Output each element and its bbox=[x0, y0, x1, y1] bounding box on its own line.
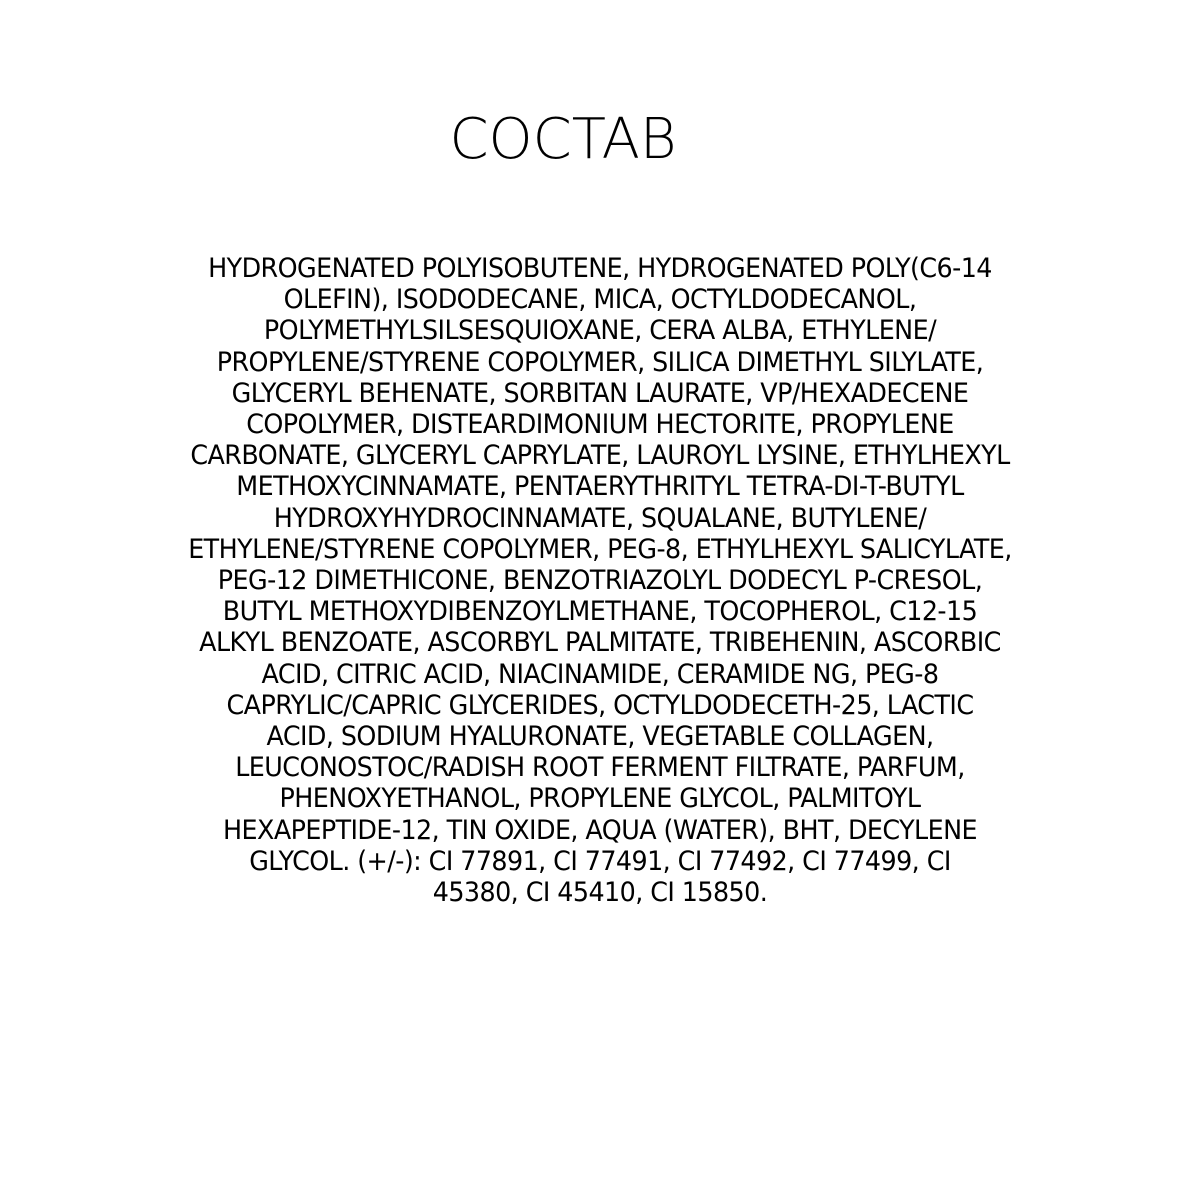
ingredients-line: PHENOXYETHANOL, PROPYLENE GLYCOL, PALMITOYL bbox=[279, 783, 921, 815]
ingredients-line: HEXAPEPTIDE-12, TIN OXIDE, AQUA (WATER), BHT, DECYLENE bbox=[223, 814, 977, 846]
ingredients-line: ALKYL BENZOATE, ASCORBYL PALMITATE, TRIBEHENIN, ASCORBIC bbox=[199, 627, 1001, 659]
ingredients-line: HYDROGENATED POLYISOBUTENE, HYDROGENATED POLY(C6-14 bbox=[208, 253, 992, 284]
ingredients-line: CARBONATE, GLYCERYL CAPRYLATE, LAUROYL LYSINE, ETHYLHEXYL bbox=[190, 440, 1010, 472]
ingredients-line: GLYCOL. (+/-): CI 77891, CI 77491, CI 77492, CI 77499, CI bbox=[249, 845, 951, 877]
ingredients-line: OLEFIN), ISODODECANE, MICA, OCTYLDODECANOL, bbox=[283, 284, 917, 316]
ingredients-list bbox=[110, 253, 1090, 908]
ingredients-line: CAPRYLIC/CAPRIC GLYCERIDES, OCTYLDODECETH-25, LACTIC bbox=[226, 689, 974, 721]
ingredients-line: POLYMETHYLSILSESQUIOXANE, CERA ALBA, ETHYLENE/ bbox=[263, 315, 937, 347]
ingredients-line: ACID, CITRIC ACID, NIACINAMIDE, CERAMIDE NG, PEG-8 bbox=[261, 658, 939, 690]
ingredients-line: COPOLYMER, DISTEARDIMONIUM HECTORITE, PROPYLENE bbox=[246, 409, 954, 441]
ingredients-line: PEG-12 DIMETHICONE, BENZOTRIAZOLYL DODECYL P-CRESOL, bbox=[217, 565, 983, 597]
ingredients-line: BUTYL METHOXYDIBENZOYLMETHANE, TOCOPHEROL, C12-15 bbox=[222, 596, 978, 628]
page-title: COCTAB bbox=[449, 107, 677, 172]
ingredients-line: ETHYLENE/STYRENE COPOLYMER, PEG-8, ETHYLHEXYL SALICYLATE, bbox=[188, 533, 1012, 565]
ingredients-line: HYDROXYHYDROCINNAMATE, SQUALANE, BUTYLENE/ bbox=[273, 502, 927, 534]
ingredients-line: GLYCERYL BEHENATE, SORBITAN LAURATE, VP/HEXADECENE bbox=[231, 377, 969, 409]
ingredients-line: PROPYLENE/STYRENE COPOLYMER, SILICA DIMETHYL SILYLATE, bbox=[216, 346, 984, 378]
ingredients-line: LEUCONOSTOC/RADISH ROOT FERMENT FILTRATE, PARFUM, bbox=[235, 752, 965, 784]
ingredients-line: 45380, CI 45410, CI 15850. bbox=[432, 877, 768, 909]
ingredients-line: METHOXYCINNAMATE, PENTAERYTHRITYL TETRA-DI-T-BUTYL bbox=[236, 471, 964, 503]
ingredients-line: ACID, SODIUM HYALURONATE, VEGETABLE COLLAGEN, bbox=[266, 721, 934, 753]
